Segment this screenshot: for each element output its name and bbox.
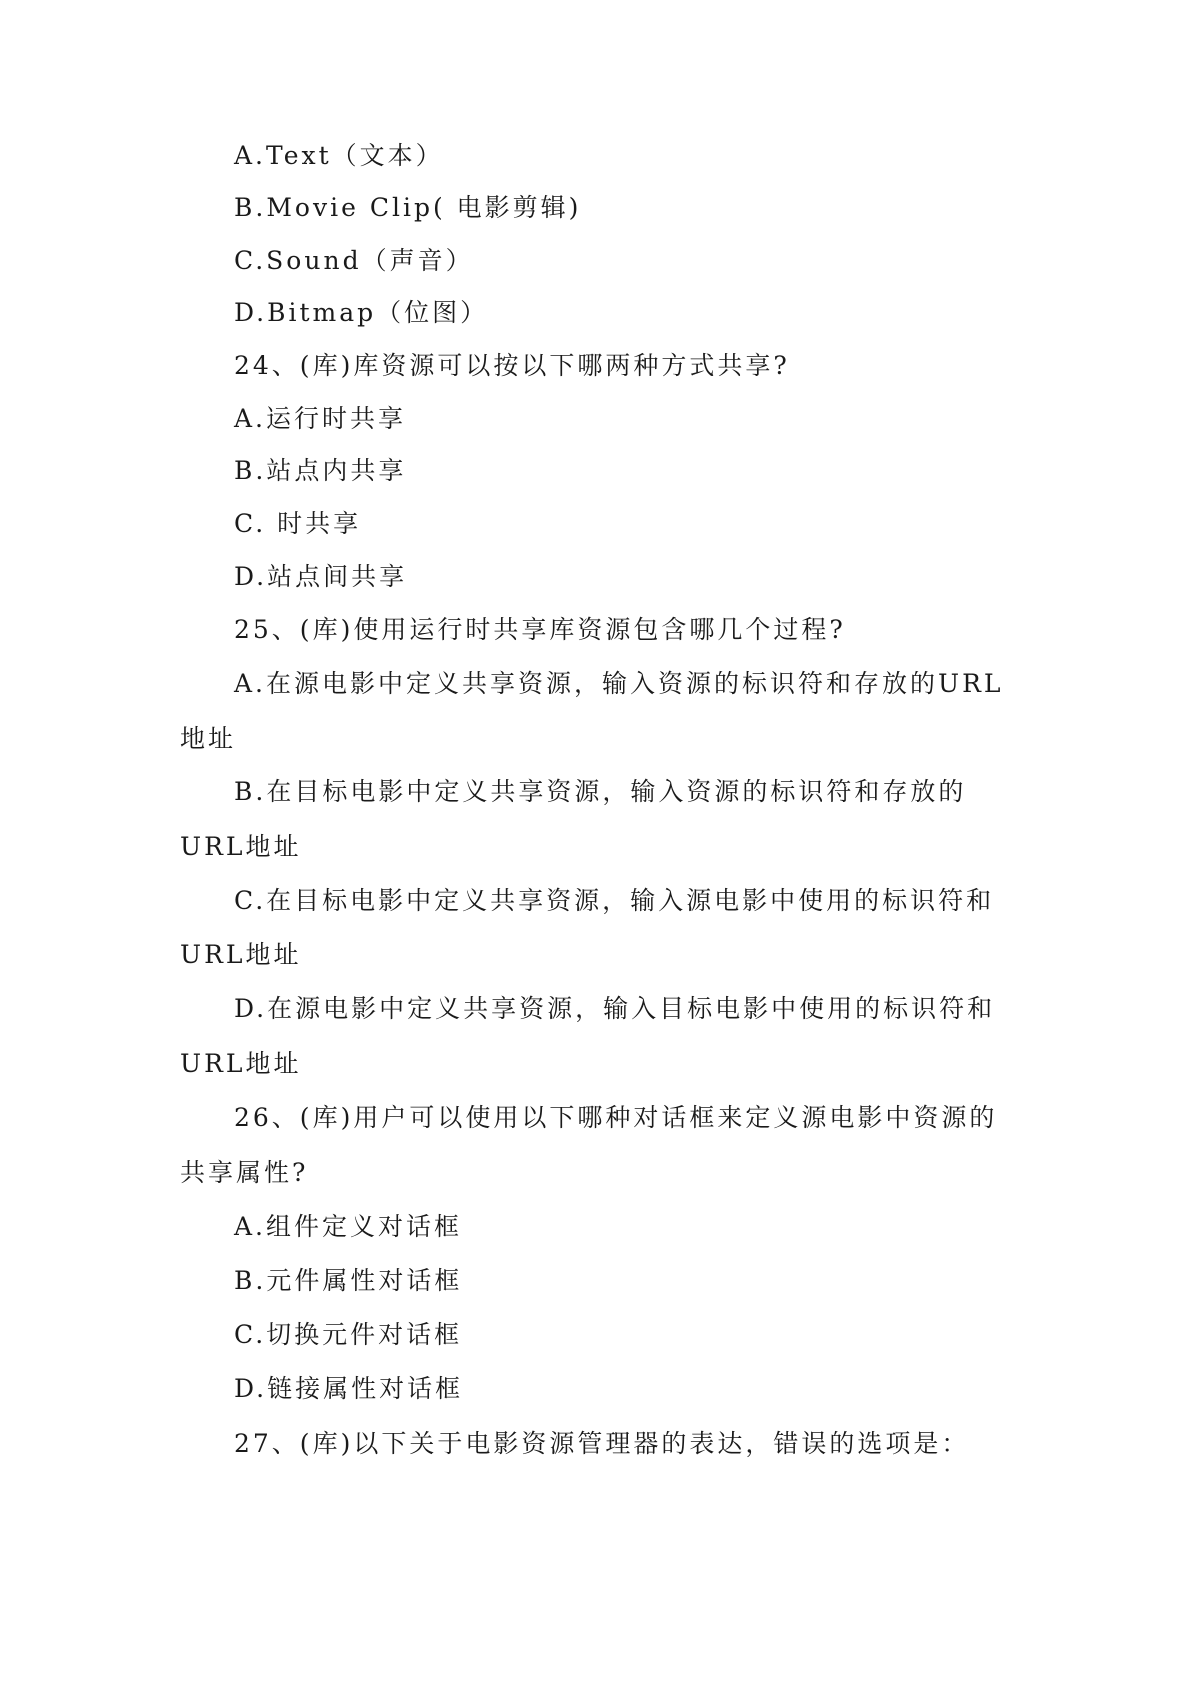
option-d-bitmap: D.Bitmap（位图） (234, 298, 489, 327)
q26-option-c: C.切换元件对话框 (234, 1320, 463, 1349)
q25-option-d: D.在源电影中定义共享资源，输入目标电影中使用的标识符和 (234, 994, 996, 1023)
q25-option-a: A.在源电影中定义共享资源，输入资源的标识符和存放的URL (234, 669, 1004, 698)
q26-option-d: D.链接属性对话框 (234, 1374, 464, 1403)
q24-option-c: C. 时共享 (234, 509, 362, 538)
option-a-text: A.Text（文本） (234, 141, 444, 170)
q25-option-c-cont: URL地址 (180, 940, 302, 969)
q26-option-a: A.组件定义对话框 (234, 1212, 463, 1241)
q25-option-b: B.在目标电影中定义共享资源，输入资源的标识符和存放的 (234, 777, 967, 806)
option-b-movie-clip: B.Movie Clip( 电影剪辑) (234, 193, 582, 222)
q24-option-a: A.运行时共享 (234, 404, 407, 433)
question-26: 26、(库)用户可以使用以下哪种对话框来定义源电影中资源的 (234, 1103, 998, 1132)
q24-option-d: D.站点间共享 (234, 562, 408, 591)
question-26-cont: 共享属性? (180, 1158, 309, 1187)
question-24: 24、(库)库资源可以按以下哪两种方式共享? (234, 351, 790, 380)
q25-option-d-cont: URL地址 (180, 1049, 302, 1078)
q24-option-b: B.站点内共享 (234, 456, 407, 485)
q25-option-a-cont: 地址 (180, 724, 237, 753)
question-27: 27、(库)以下关于电影资源管理器的表达，错误的选项是： (234, 1429, 970, 1458)
option-c-sound: C.Sound（声音） (234, 246, 474, 275)
q25-option-b-cont: URL地址 (180, 832, 302, 861)
q25-option-c: C.在目标电影中定义共享资源，输入源电影中使用的标识符和 (234, 886, 995, 915)
q26-option-b: B.元件属性对话框 (234, 1266, 463, 1295)
question-25: 25、(库)使用运行时共享库资源包含哪几个过程? (234, 615, 846, 644)
